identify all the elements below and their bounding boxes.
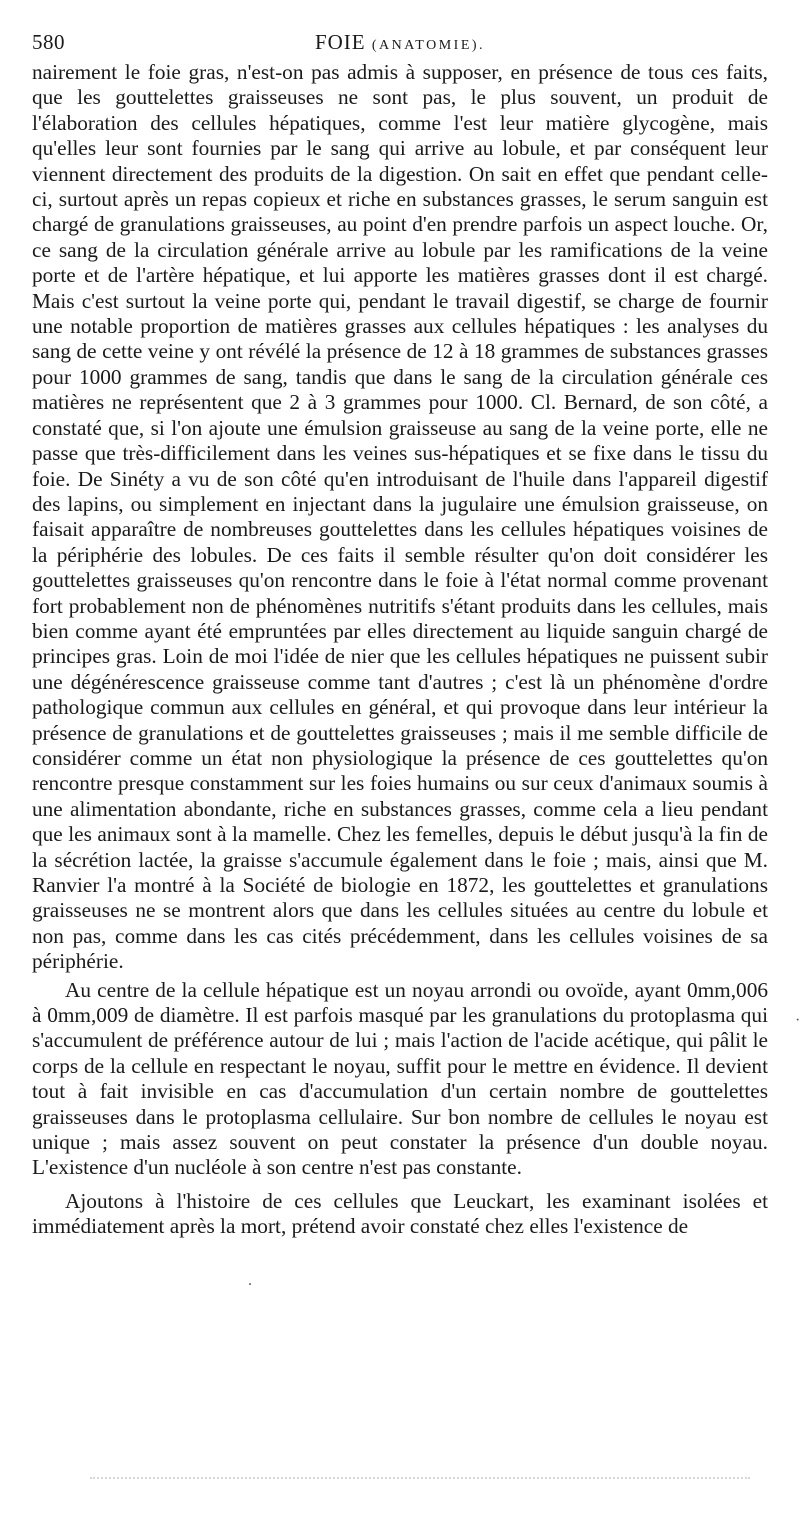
scan-noise <box>90 1467 750 1479</box>
page-number: 580 <box>32 30 65 54</box>
running-title-sub: (ANATOMIE). <box>371 38 486 53</box>
margin-mark: · <box>795 1012 800 1029</box>
paragraph: Ajoutons à l'histoire de ces cellules que Leuckart, les examinant isolées et immédiatement après la mort, prétend avoir constaté chez elles l'existence de <box>32 1188 768 1239</box>
document-page <box>32 30 768 1240</box>
paragraph: nairement le foie gras, n'est-on pas admis à supposer, en présence de tous ces faits, que les gouttelettes graisseuses ne sont pas, le plus souvent, un produit de l'élaboration des cellules hépatiques, comme l'est leur matière glycogène, mais qu'elles leur sont fournies par le sang qui arrive au lobule, et par conséquent leur viennent directement des produits de la digestion. On sait en effet que pendant celle-ci, surtout après un repas copieux et riche en substances grasses, le serum sanguin est chargé de granulations graisseuses, au point d'en prendre parfois un aspect louche. Or, ce sang de la circulation générale arrive au lobule par les ramifications de la veine porte et de l'artère hépatique, et lui apporte les matières grasses dont il est chargé. Mais c'est surtout la veine porte qui, pendant le travail digestif, se charge de fournir une notable proportion de matières grasses aux cellules hépatiques : les analyses du sang de cette veine y ont révélé la présence de 12 à 18 grammes de substances grasses pour 1000 grammes de sang, tandis que dans le sang de la circulation générale ces matières ne représentent que 2 à 3 grammes pour 1000. Cl. Bernard, de son côté, a constaté que, si l'on ajoute une émulsion graisseuse au sang de la veine porte, elle ne passe que très-difficilement dans les veines sus-hépatiques et se fixe dans le tissu du foie. De Sinéty a vu de son côté qu'en introduisant de l'huile dans l'appareil digestif des lapins, ou simplement en injectant dans la jugulaire une émulsion graisseuse, on faisait apparaître de nombreuses gouttelettes dans les cellules hépatiques voisines de la périphérie des lobules. De ces faits il semble résulter qu'on doit considérer les gouttelettes graisseuses qu'on rencontre dans le foie à l'état normal comme provenant fort probablement non de phénomènes nutritifs s'étant produits dans les cellules, mais bien comme ayant été empruntées par elles directement au liquide sanguin chargé de principes gras. Loin de moi l'idée de nier que les cellules hépatiques ne puissent subir une dégénérescence graisseuse comme tant d'autres ; c'est là un phénomène d'ordre pathologique commun aux cellules en général, et qui provoque dans leur intérieur la présence de granulations et de gouttelettes graisseuses ; mais il me semble difficile de considérer comme un état non physiologique la présence de ces gouttelettes qu'on rencontre presque constamment sur les foies humains ou sur ceux d'animaux soumis à une alimentation abondante, riche en substances grasses, comme cela a lieu pendant que les animaux sont à la mamelle. Chez les femelles, depuis le début jusqu'à la fin de la sécrétion lactée, la graisse s'accumule également dans le foie ; mais, ainsi que M. Ranvier l'a montré à la Société de biologie en 1872, les gouttelettes et granulations graisseuses ne se montrent alors que dans les cellules situées au centre du lobule et non pas, comme dans les cas cités précédemment, dans les cellules voisines de sa périphérie. <box>32 60 768 974</box>
body-text <box>32 60 768 1240</box>
running-title-main: FOIE <box>314 30 366 54</box>
running-title <box>32 30 768 55</box>
stray-mark: . <box>248 1272 252 1289</box>
paragraph: Au centre de la cellule hépatique est un noyau arrondi ou ovoïde, ayant 0mm,006 à 0mm,009 de diamètre. Il est parfois masqué par les granulations du protoplasma qui s'accumulent de préférence autour de lui ; mais l'action de l'acide acétique, qui pâlit le corps de la cellule en respectant le noyau, suffit pour le mettre en évidence. Il devient tout à fait invisible en cas d'accumulation d'un certain nombre de gouttelettes graisseuses dans le protoplasma cellulaire. Sur bon nombre de cellules le noyau est unique ; mais assez souvent on peut constater la présence d'un double noyau. L'existence d'un nucléole à son centre n'est pas constante. <box>32 977 768 1180</box>
page-header <box>32 30 768 60</box>
